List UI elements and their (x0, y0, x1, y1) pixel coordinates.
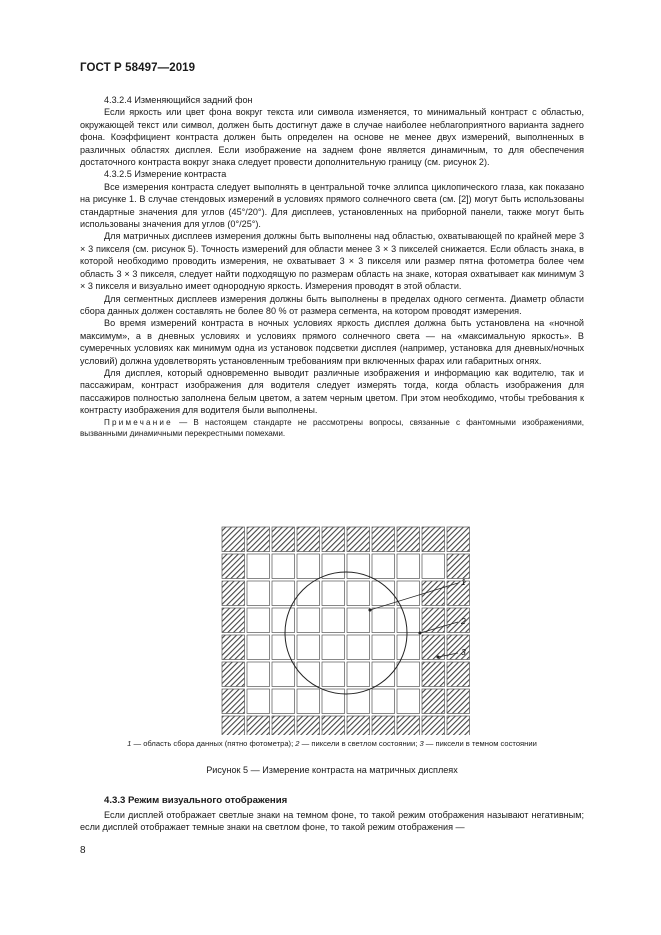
pixel-light (322, 635, 345, 660)
pixel-light (297, 608, 320, 633)
leader-dot-3 (437, 656, 439, 658)
paragraph-display-modes: Если дисплей отображает светлые знаки на темном фоне, то такой режим отображения называют негативным; если дисплей отображает темные знаки на светлом фоне, то такой режим отображения — (80, 810, 584, 833)
note (80, 417, 584, 439)
pixel-dark (447, 527, 470, 552)
pixel-light (397, 581, 420, 606)
pixel-light (297, 554, 320, 579)
pixel-light (347, 662, 370, 687)
pixel-dark (297, 716, 320, 735)
section-433-body (80, 809, 584, 834)
pixel-light (297, 689, 320, 714)
pixel-dark (222, 635, 245, 660)
pixel-dark (247, 716, 270, 735)
legend-text-1: — область сбора данных (пятно фотометра); (131, 739, 296, 748)
pixel-dark (447, 716, 470, 735)
pixel-light (372, 635, 395, 660)
pixel-light (272, 635, 295, 660)
paragraph-driver-passenger: Для дисплея, который одновременно выводит различные изображения и информацию как водителю, так и пассажирам, контраст изображения для водителя следует измерять тогда, когда область изображения для пассажиров полностью заполнена белым цветом, а затем черным цветом. При этом необходимо, чтобы требования к контрасту изображения для водителя были выполнены. (80, 367, 584, 416)
pixel-light (247, 554, 270, 579)
pixel-dark (422, 716, 445, 735)
pixel-dark (222, 581, 245, 606)
pixel-light (347, 554, 370, 579)
pixel-light (322, 581, 345, 606)
pixel-dark (422, 689, 445, 714)
pixel-dark (447, 608, 470, 633)
pixel-dark (447, 689, 470, 714)
pixel-light (272, 662, 295, 687)
pixel-dark (247, 527, 270, 552)
pixel-dark (372, 527, 395, 552)
pixel-dark (322, 716, 345, 735)
pixel-light (297, 662, 320, 687)
pixel-light (247, 581, 270, 606)
pixel-dark (322, 527, 345, 552)
pixel-dark (397, 527, 420, 552)
callout-1: 1 (461, 577, 466, 587)
pixel-dark (222, 689, 245, 714)
pixel-light (322, 608, 345, 633)
pixel-light (272, 608, 295, 633)
pixel-dark (347, 527, 370, 552)
pixel-light (347, 635, 370, 660)
pixel-light (397, 608, 420, 633)
figure-5 (80, 525, 584, 735)
pixel-light (322, 662, 345, 687)
document-header: ГОСТ Р 58497—2019 (80, 62, 196, 74)
subsection-heading-4325: 4.3.2.5 Измерение контраста (104, 169, 227, 180)
pixel-light (297, 635, 320, 660)
paragraph-contrast-measurement: Все измерения контраста следует выполнять в центральной точке эллипса циклопического глаза, как показано на рисунке 1. В случае стендовых измерений в условиях прямого солнечного света (см. [2]) могут быть использованы стандартные значения для углов (45°/20°). Для дисплеев, установленных на приборной панели, также могут быть использованы значения для углов (0°/25°). (80, 181, 584, 230)
legend-num-2: 2 (295, 739, 300, 748)
pixel-light (247, 608, 270, 633)
pixel-dark (422, 527, 445, 552)
page-number: 8 (80, 845, 86, 856)
paragraph-matrix-displays: Для матричных дисплеев измерения должны быть выполнены над областью, охватывающей по крайней мере 3 × 3 пикселя (см. рисунок 5). Точность измерений для области менее 3 × 3 пикселей снижается. Если область знака, в которой необходимо проводить измерения, не охватывает 3 × 3 пикселя или размер пятна фотометра более чем область 3 × 3 пикселя, следует найти подходящую по размерам область на знаке, которая охватывает как минимум 3 × 3 пикселя и визуально имеет однородную яркость. Измерения проводят в этой области. (80, 231, 584, 292)
pixel-dark (347, 716, 370, 735)
pixel-dark (422, 662, 445, 687)
pixel-dark (447, 554, 470, 579)
pixel-dark (422, 635, 445, 660)
note-text: — В настоящем стандарте не рассмотрены вопросы, связанные с фантомными изображениями, вызванными динамичными перекрестными помехами. (80, 417, 584, 438)
pixel-light (347, 608, 370, 633)
pixel-dark (447, 635, 470, 660)
pixel-dark (447, 581, 470, 606)
pixel-light (322, 554, 345, 579)
legend-num-3: 3 (419, 739, 424, 748)
legend-text-3: — пиксели в темном состоянии (423, 739, 537, 748)
body-text (80, 94, 584, 439)
leader-dot-1 (369, 609, 371, 611)
pixel-dark (372, 716, 395, 735)
paragraph-night-conditions: Во время измерений контраста в ночных условиях яркость дисплея должна быть установлена на «ночной максимум», а в дневных условиях и условиях прямого солнечного света — на «максимальную яркость». В сумеречных условиях как минимум одна из установок подсветки дисплея (например, установка для дневных/ночных условий) должна удовлетворять установленным требованиям при включенных фарах или габаритных огнях. (80, 318, 584, 366)
pixel-light (272, 581, 295, 606)
pixel-dark (222, 554, 245, 579)
pixel-dark (222, 527, 245, 552)
callout-2: 2 (461, 616, 466, 626)
pixel-light (247, 662, 270, 687)
pixel-light (372, 608, 395, 633)
paragraph-changing-background: Если яркость или цвет фона вокруг текста или символа изменяется, то минимальный контраст с областью, окружающей текст или символ, должен быть достигнут даже в случае наиболее неблагоприятного варианта заднего фона. Коэффициент контраста должен быть определен на основе не менее двух измерений, выполненных в различных областях дисплея. Если изображение на заднем фоне является динамичным, то для обеспечения достаточного контраста вокруг знака следует провести дополнительную границу (см. рисунок 2). (80, 107, 584, 168)
paragraph-segment-displays: Для сегментных дисплеев измерения должны быть выполнены в пределах одного сегмента. Диаметр области сбора данных должен составлять не более 80 % от размера сегмента, на котором проводят измерения. (80, 293, 584, 316)
figure-caption: Рисунок 5 — Измерение контраста на матричных дисплеях (206, 765, 458, 775)
section-heading-433: 4.3.3 Режим визуального отображения (104, 795, 288, 806)
leader-dot-2 (419, 632, 421, 634)
pixel-light (397, 554, 420, 579)
pixel-light (372, 554, 395, 579)
pixel-light (247, 635, 270, 660)
pixel-light (272, 689, 295, 714)
legend-text-2: — пиксели в светлом состоянии; (299, 739, 420, 748)
callout-3: 3 (461, 647, 466, 657)
pixel-dark (447, 662, 470, 687)
note-label: Примечание (104, 417, 173, 427)
pixel-dark (272, 716, 295, 735)
pixel-light (272, 554, 295, 579)
subsection-heading-4324: 4.3.2.4 Изменяющийся задний фон (104, 95, 253, 105)
pixel-dark (297, 527, 320, 552)
pixel-dark (222, 662, 245, 687)
pixel-light (347, 581, 370, 606)
pixel-light (397, 689, 420, 714)
pixel-light (372, 689, 395, 714)
legend-num-1: 1 (127, 739, 132, 748)
pixel-light (247, 689, 270, 714)
pixel-light (397, 635, 420, 660)
pixel-light (422, 554, 445, 579)
pixel-dark (222, 716, 245, 735)
pixel-dark (272, 527, 295, 552)
pixel-light (397, 662, 420, 687)
figure-legend (80, 739, 584, 748)
pixel-dark (397, 716, 420, 735)
pixel-dark (222, 608, 245, 633)
pixel-matrix-diagram (80, 525, 584, 735)
